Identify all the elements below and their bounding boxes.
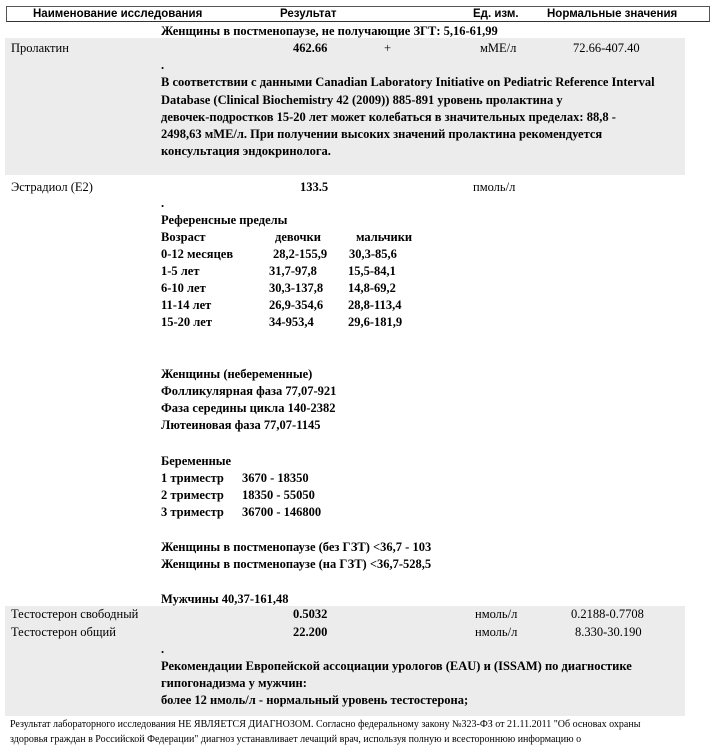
testosterone-comment-line: гипогонадизма у мужчин: [161,676,307,690]
estradiol-dot: . [161,196,165,210]
trimester-label: 1 триместр [161,471,224,485]
pregnant-title: Беременные [161,454,232,468]
postmenopause-note: Женщины в постменопаузе, не получающие ЗГТ: 5,16-61,99 [161,24,498,38]
age-row-girls: 28,2-155,9 [273,247,328,261]
prolactin-comment-line: Database (Clinical Biochemistry 42 (2009)) 885-891 уровень пролактина у [161,93,563,107]
women-phase-line: Фаза середины цикла 140-2382 [161,401,336,415]
age-row-label: 6-10 лет [161,281,206,295]
reference-limits-title: Референсные пределы [161,213,288,227]
trimester-label: 3 триместр [161,505,224,519]
prolactin-comment-line: консультация эндокринолога. [161,144,331,158]
women-nonpregnant-title: Женщины (небеременные) [161,367,313,381]
testosterone-free-value: 0.5032 [293,607,328,621]
header-reference: Нормальные значения [547,8,678,20]
testosterone-free-reference: 0.2188-0.7708 [571,607,644,621]
girls-column-header: девочки [275,230,321,244]
header-result: Результат [280,8,337,20]
header-unit: Ед. изм. [473,8,519,20]
postmenopause-line: Женщины в постменопаузе (на ГЗТ) <36,7-528,5 [161,557,432,571]
prolactin-value: 462.66 [293,41,328,55]
prolactin-flag: + [384,41,392,55]
age-column-header: Возраст [161,230,206,244]
disclaimer-line: Результат лабораторного исследования НЕ ЯВЛЯЕТСЯ ДИАГНОЗОМ. Согласно федеральному закону №323-ФЗ от 21.11.2011 "Об основах охраны [10,719,641,730]
prolactin-name: Пролактин [11,41,69,55]
header-name: Наименование исследования [33,8,203,20]
age-row-boys: 14,8-69,2 [348,281,396,295]
age-row-boys: 28,8-113,4 [348,298,402,312]
age-row-boys: 15,5-84,1 [348,264,396,278]
age-row-boys: 30,3-85,6 [349,247,397,261]
prolactin-comment-line: 2498,63 мМЕ/л. При получении высоких значений пролактина рекомендуется [161,127,603,141]
trimester-value: 36700 - 146800 [242,505,322,519]
men-reference-line: Мужчины 40,37-161,48 [161,592,289,606]
estradiol-value: 133.5 [300,180,329,194]
trimester-label: 2 триместр [161,488,224,502]
testosterone-free-name: Тестостерон свободный [11,607,139,621]
women-phase-line: Фолликулярная фаза 77,07-921 [161,384,337,398]
estradiol-unit: пмоль/л [473,180,516,194]
disclaimer-footer [10,717,712,747]
age-row-label: 15-20 лет [161,315,212,329]
boys-column-header: мальчики [356,230,413,244]
estradiol-name: Эстрадиол (Е2) [11,180,93,194]
prolactin-dot: . [161,58,165,72]
testosterone-total-name: Тестостерон общий [11,625,116,639]
age-row-girls: 34-953,4 [269,315,314,329]
testosterone-total-unit: нмоль/л [475,625,518,639]
age-row-girls: 31,7-97,8 [269,264,317,278]
prolactin-comment-line: В соответствии с данными Canadian Laboratory Initiative on Pediatric Reference Interval [161,75,655,89]
age-row-boys: 29,6-181,9 [348,315,403,329]
postmenopause-line: Женщины в постменопаузе (без ГЗТ) <36,7 - 103 [161,540,432,554]
testosterone-comment-line: Рекомендации Европейской ассоциации урологов (EAU) и (ISSAM) по диагностике [161,659,632,673]
testosterone-total-value: 22.200 [293,625,328,639]
age-row-label: 1-5 лет [161,264,200,278]
prolactin-comment-line: девочек-подростков 15-20 лет может колебаться в значительных пределах: 88,8 - [161,110,616,124]
testosterone-comment-line: более 12 нмоль/л - нормальный уровень тестостерона; [161,693,469,707]
disclaimer-line: здоровья граждан в Российской Федерации" диагноз устанавливает лечащий врач, используя полную и всестороннюю информацию о [10,734,582,745]
trimester-value: 18350 - 55050 [242,488,315,502]
testosterone-total-reference: 8.330-30.190 [575,625,642,639]
trimester-value: 3670 - 18350 [242,471,309,485]
testosterone-free-unit: нмоль/л [475,607,518,621]
prolactin-unit: мМЕ/л [480,41,517,55]
age-row-girls: 26,9-354,6 [269,298,324,312]
age-row-girls: 30,3-137,8 [269,281,324,295]
age-row-label: 0-12 месяцев [161,247,234,261]
testosterone-dot: . [161,642,165,656]
age-row-label: 11-14 лет [161,298,212,312]
women-phase-line: Лютеиновая фаза 77,07-1145 [161,418,321,432]
prolactin-reference: 72.66-407.40 [573,41,640,55]
table-header [6,6,710,22]
